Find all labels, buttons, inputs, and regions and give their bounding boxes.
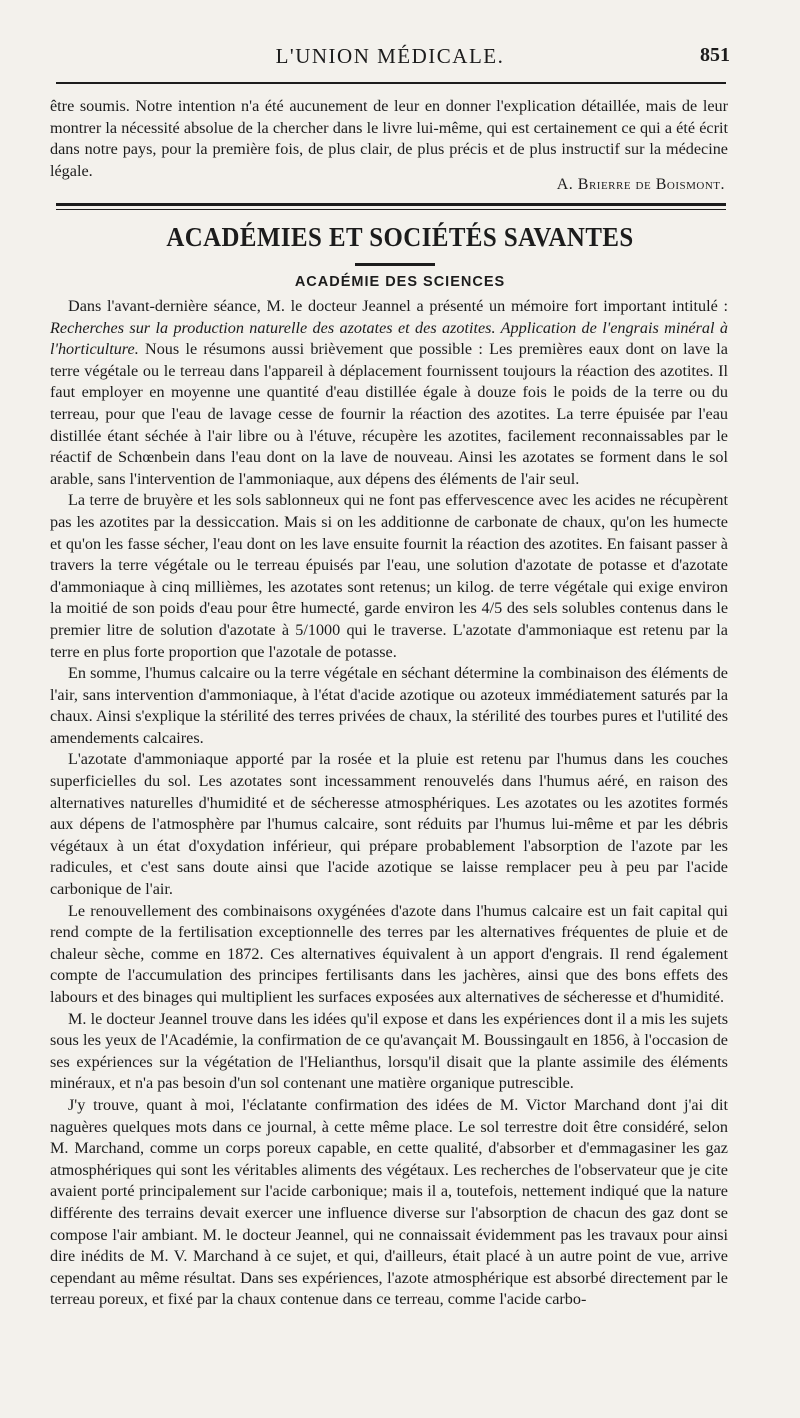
signature xyxy=(557,176,725,194)
signature-name: Brierre de Boismont. xyxy=(577,176,725,193)
section-title: ACADÉMIES ET SOCIÉTÉS SAVANTES xyxy=(166,222,634,252)
article-paragraph-4: L'azotate d'ammoniaque apporté par la rosée et la pluie est retenu par l'humus dans les couches superficielles du sol. Les azotates sont incessamment renouvelés dans l'humus aéré, en raison des alternatives naturelles d'humidité et de sécheresse atmosphériques. Les azotates ou les azotites formés aux dépens de l'atmosphère par l'humus calcaire, sont réduits par l'humus lui-même et par les débris végétaux à un état d'oxydation inférieur, qui prépare probablement l'absorption de l'azote par les radicules, et c'est sans doute ainsi que l'acide azotique se laisse remplacer peu à peu par l'acide carbonique de l'air. xyxy=(50,750,728,899)
article-paragraph-6: M. le docteur Jeannel trouve dans les idées qu'il expose et dans les expériences dont il a mis les sujets sous les yeux de l'Académie, la confirmation de ce qu'avançait M. Boussingault en 1856, à l'occasion de ses expériences sur la végétation de l'Helianthus, lorsqu'il disait que la plante assimile des éléments minéraux, et n'a pas besoin d'un sol contenant une matière organique putrescible. xyxy=(50,1009,728,1093)
page-header xyxy=(50,44,730,80)
memoir-title: Recherches sur la production naturelle des azotates et des azotites. Application de l'engrais minéral à l'horticulture. xyxy=(50,318,728,359)
article-paragraph-1 xyxy=(50,296,728,490)
intro-paragraph: être soumis. Notre intention n'a été aucunement de leur en donner l'explication détaillée, mais de leur montrer la nécessité absolue de la chercher dans le livre lui-même, qui est certainement ce qui a été écrit dans notre pays, pour la première fois, de plus clair, de plus précis et de plus instructif sur la médecine légale. xyxy=(50,97,728,180)
article-p1-end: Nous le résumons aussi brièvement que possible : Les premières eaux dont on lave la terre végétale ou le terreau dans l'appareil à déplacement fournissent toujours la réaction des azotites. Il faut employer en moyenne une quantité d'eau distillée égale à douze fois le poids de la terre ou du terreau, pour que l'eau de lavage cesse de fournir la réaction des azotites. La terre épuisée par l'eau distillée étant séchée à l'air libre ou à l'étuve, récupère les azotites, facilement reconnaissables par le réactif de Schœnbein dans l'eau dont on la lave de nouveau. Ainsi les azotates se forment dans le sol arable, sans l'intervention de l'ammoniaque, aux dépens des éléments de l'air seul. xyxy=(50,340,728,488)
subsection-title: ACADÉMIE DES SCIENCES xyxy=(294,274,506,290)
article-body xyxy=(50,296,728,1311)
signature-initial: A. xyxy=(556,176,574,193)
article-paragraph-3: En somme, l'humus calcaire ou la terre végétale en séchant détermine la combinaison des éléments de l'air, sans intervention d'ammoniaque, à l'état d'acide azotique ou azoteux immédiatement saturés par la chaux. Ainsi s'explique la stérilité des terres privées de chaux, la stérilité des tourbes pures et l'utilité des amendements calcaires. xyxy=(50,664,728,747)
section-title-underline xyxy=(355,263,435,266)
article-paragraph-7: J'y trouve, quant à moi, l'éclatante confirmation des idées de M. Victor Marchand dont j'ai dit naguères quelques mots dans ce journal, à cette même place. Le sol terrestre doit être considéré, selon M. Marchand, comme un corps poreux capable, en cette qualité, d'absorber et d'emmagasiner les gaz atmosphériques qui sont les véritables aliments des végétaux. Les recherches de l'observateur que je cite avaient porté principalement sur l'acide carbonique; mais il a, toutefois, nettement indiqué que la nature différente des terrains devait exercer une influence diverse sur l'absorption de chacun des gaz dont se compose l'air ambiant. M. le docteur Jeannel, qui ne connaissait évidemment pas les travaux pour ainsi dire inédits de M. V. Marchand à ce sujet, et qui, d'ailleurs, était placé à un autre point de vue, arrive cependant au même résultat. Dans ses expériences, l'azote atmosphérique est absorbé directement par le terreau poreux, et fixé par la chaux contenue dans ce terreau, comme l'acide carbo- xyxy=(50,1095,728,1309)
page-number: 851 xyxy=(700,44,730,66)
header-rule xyxy=(56,82,726,84)
section-double-rule-top xyxy=(56,203,726,206)
article-p1-start: Dans l'avant-dernière séance, M. le docteur Jeannel a présenté un mémoire fort important intitulé : xyxy=(68,297,728,315)
running-title: L'UNION MÉDICALE. xyxy=(275,44,505,68)
intro-paragraph-block xyxy=(50,96,728,182)
section-double-rule-bottom xyxy=(56,209,726,210)
article-paragraph-5: Le renouvellement des combinaisons oxygénées d'azote dans l'humus calcaire est un fait capital qui rend compte de la fertilisation exceptionnelle des terres par les alternatives fréquentes de pluie et de chaleur sèche, comme en 1872. Ces alternatives équivalent à un apport d'engrais. Il rend également compte de l'accumulation des principes fertilisants dans les jachères, ainsi que des bons effets des labours et des binages qui multiplient les surfaces exposées aux alternatives de sécheresse et d'humidité. xyxy=(50,901,728,1006)
article-paragraph-2: La terre de bruyère et les sols sablonneux qui ne font pas effervescence avec les acides ne récupèrent pas les azotites par la dessiccation. Mais si on les additionne de carbonate de chaux, qu'on les humecte et qu'on les fasse sécher, l'eau dont on les lave ensuite fournit la réaction des azotites. En faisant passer à travers la terre végétale ou le terreau épuisés par l'eau, une solution d'azotate de potasse et d'azotate d'ammoniaque à cinq millièmes, les azotates sont retenus; un kilog. de terre végétale qui exige environ la moitié de son poids d'eau pour être humecté, garde environ les 4/5 des sels solubles contenus dans le premier litre de solution d'azotate à 5/1000 qui le traverse. L'azotate d'ammoniaque est retenu par la terre en plus forte proportion que l'azotale de potasse. xyxy=(50,491,728,661)
